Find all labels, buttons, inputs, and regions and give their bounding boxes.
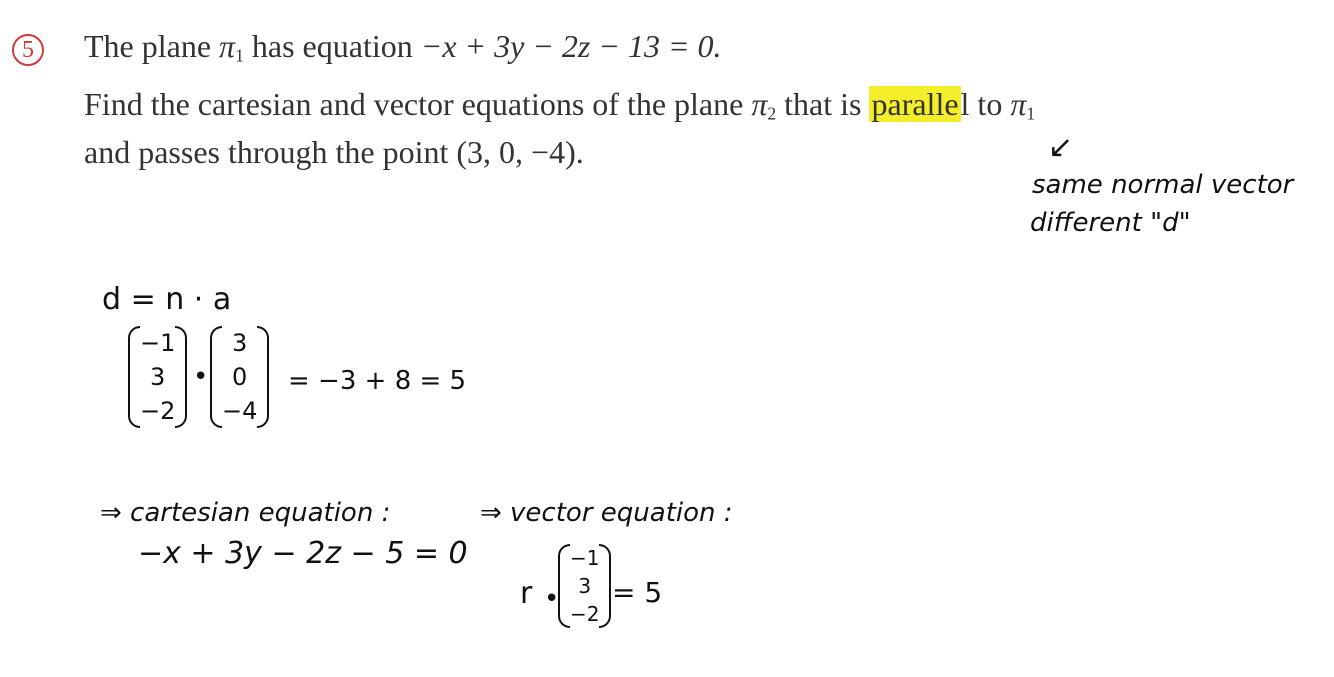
pi-subscript: 1 [235, 45, 244, 66]
vector-r: r [520, 576, 533, 611]
matrix-entry: −1 [140, 329, 176, 357]
question-number-badge [12, 34, 44, 66]
vector-normal-matrix [558, 544, 611, 628]
matrix-entry: −4 [222, 397, 258, 425]
matrix-entry: −2 [570, 602, 600, 626]
q2-text-c: l to [960, 86, 1011, 122]
pi-symbol: π [751, 86, 768, 122]
pi-subscript: 2 [767, 103, 777, 124]
cartesian-label: ⇒ cartesian equation : [100, 498, 391, 528]
d-expression: d = n · a [102, 282, 232, 317]
matrix-entry: 0 [232, 363, 248, 391]
dot-product-symbol: • [193, 362, 209, 392]
matrix-entry: 3 [150, 363, 166, 391]
pi-symbol: π [219, 28, 236, 64]
arrow-icon: ↙ [1048, 130, 1074, 165]
question-line-3: and passes through the point (3, 0, −4). [84, 134, 584, 170]
annotation-line-1: same normal vector [1032, 170, 1294, 200]
annotation-line-2: different "d" [1030, 208, 1191, 238]
matrix-entry: 3 [232, 329, 248, 357]
plane-equation: −x + 3y − 2z − 13 = 0. [420, 28, 722, 64]
vector-result: = 5 [612, 576, 663, 609]
pi-subscript: 1 [1026, 103, 1036, 124]
question-line-2 [84, 86, 1035, 124]
q2-text-a: Find the cartesian and vector equations of the plane [84, 86, 752, 122]
dot-product-result: = −3 + 8 = 5 [288, 366, 467, 396]
vector-label: ⇒ vector equation : [480, 498, 733, 528]
q2-text-b: that is [776, 86, 870, 122]
pi-symbol: π [1010, 86, 1027, 122]
highlighted-word: paralle [871, 86, 959, 122]
cartesian-equation: −x + 3y − 2z − 5 = 0 [138, 536, 468, 571]
matrix-entry: −1 [570, 546, 600, 570]
q1-text-a: The plane [84, 28, 220, 64]
vector-dot-symbol: • [544, 584, 560, 614]
matrix-entry: −2 [140, 397, 176, 425]
point-vector-matrix [210, 326, 269, 428]
question-number: 5 [22, 36, 34, 63]
q1-text-b: has equation [243, 28, 421, 64]
question-line-1 [84, 28, 722, 66]
normal-vector-matrix [128, 326, 187, 428]
matrix-entry: 3 [578, 574, 592, 598]
